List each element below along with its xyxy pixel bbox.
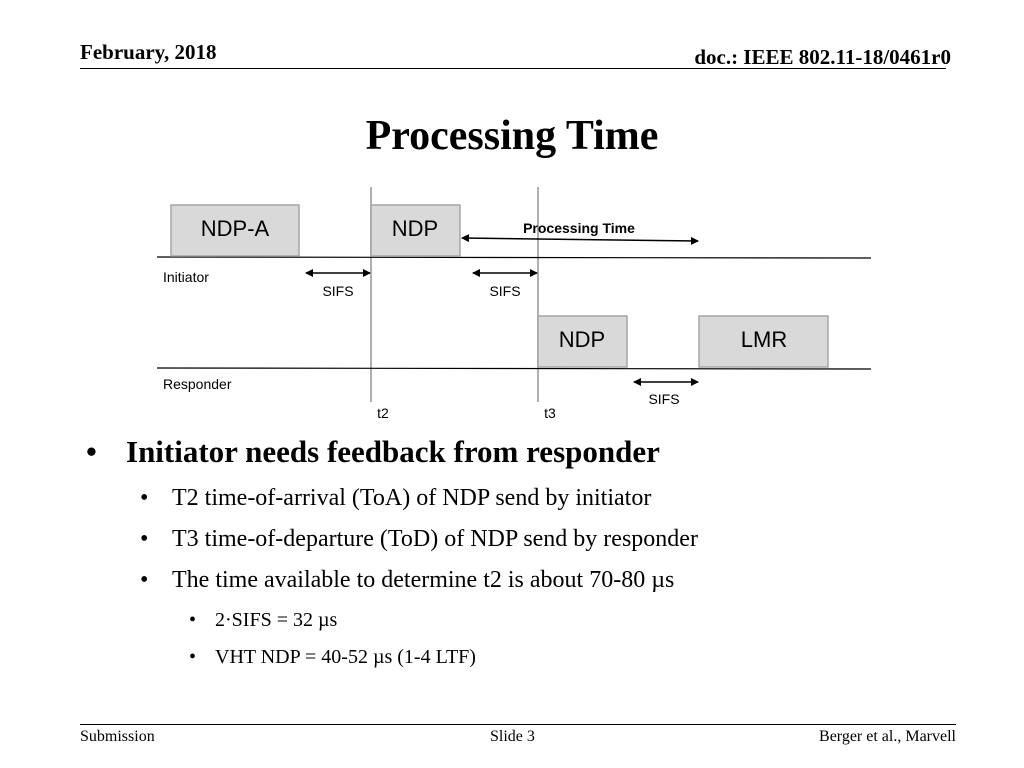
frame-ndp-responder-label: NDP	[558, 327, 606, 352]
frame-lmr	[699, 316, 828, 367]
bullet-dot: •	[189, 609, 197, 631]
processing-time-arrow	[462, 238, 698, 241]
sifs-label-1: SIFS	[322, 283, 354, 299]
frame-ndp-initiator	[371, 205, 460, 256]
bullet-level2-text: T2 time-of-arrival (ToA) of NDP send by initiator	[172, 485, 652, 511]
bullet-dot: •	[140, 485, 149, 511]
sifs-label-3: SIFS	[648, 391, 680, 407]
footer-divider	[80, 724, 956, 725]
bullet-dot: •	[140, 567, 149, 593]
frame-ndp-a	[171, 205, 299, 256]
responder-timeline	[157, 368, 871, 369]
initiator-timeline	[157, 257, 871, 258]
bullet-level3-text: VHT NDP = 40-52 µs (1-4 LTF)	[215, 646, 476, 668]
t3-label: t3	[544, 405, 556, 421]
initiator-label: Initiator	[163, 269, 209, 285]
footer-authors: Berger et al., Marvell	[819, 728, 956, 745]
processing-time-label: Processing Time	[523, 220, 635, 236]
footer-slide-number: Slide 3	[490, 728, 535, 745]
bullet-dot: •	[189, 646, 197, 668]
header-date: February, 2018	[80, 40, 217, 64]
frame-lmr-label: LMR	[740, 327, 788, 352]
bullet-dot: •	[86, 434, 97, 469]
frame-ndp-initiator-label: NDP	[391, 216, 439, 241]
sifs-label-2: SIFS	[489, 283, 521, 299]
slide-title: Processing Time	[365, 113, 659, 159]
header-doc-id: doc.: IEEE 802.11-18/0461r0	[694, 45, 951, 69]
bullet-level3-text: 2·SIFS = 32 µs	[215, 609, 338, 631]
bullet-level2-text: T3 time-of-departure (ToD) of NDP send by responder	[172, 526, 698, 552]
bullet-level1-text: Initiator needs feedback from responder	[126, 434, 660, 469]
t2-label: t2	[377, 405, 389, 421]
frame-ndp-responder	[538, 316, 627, 367]
responder-label: Responder	[163, 376, 232, 392]
bullet-level2-text: The time available to determine t2 is about 70-80 µs	[172, 567, 675, 593]
bullet-dot: •	[140, 526, 149, 552]
frame-ndp-a-label: NDP-A	[200, 216, 270, 241]
footer-submission: Submission	[80, 728, 155, 745]
